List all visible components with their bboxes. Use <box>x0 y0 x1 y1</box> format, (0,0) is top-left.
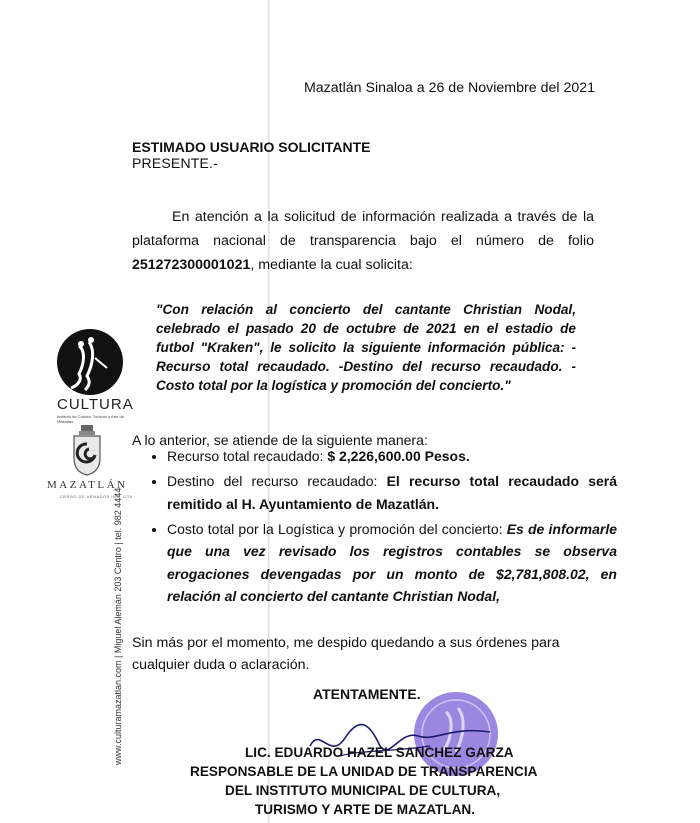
mazatlan-wordmark: MAZATLÁN <box>47 479 128 491</box>
presente-line: PRESENTE.- <box>132 155 219 171</box>
answer-list <box>147 445 617 610</box>
item-label: Recurso total recaudado: <box>167 448 328 464</box>
recipient-heading: ESTIMADO USUARIO SOLICITANTE <box>132 139 371 155</box>
cultura-wordmark: CULTURA <box>57 396 134 413</box>
signer-title-line-1: RESPONSABLE DE LA UNIDAD DE TRANSPARENCIA <box>190 764 538 779</box>
list-item <box>167 518 617 608</box>
mazatlan-shield-icon <box>70 424 104 476</box>
answer-intro: A lo anterior, se atiende de la siguiente manera: <box>132 432 428 448</box>
item-label: Destino del recurso recaudado: <box>167 473 387 489</box>
atentamente: ATENTAMENTE. <box>313 686 421 702</box>
request-quote: "Con relación al concierto del cantante Christian Nodal, celebrado el pasado 20 de octubre de 2021 en el estadio de futbol "Kraken", le solicito la siguiente información pública: -Recurso total recaudado. -Destino del recurso recaudado. -Costo total por la logística y promoción del concierto." <box>156 302 576 393</box>
list-item <box>167 445 617 468</box>
date-line: Mazatlán Sinaloa a 26 de Noviembre del 2021 <box>303 80 595 96</box>
list-item <box>167 470 617 515</box>
item-label: Costo total por la Logística y promoción del concierto: <box>167 520 507 537</box>
vertical-contact-text: www.culturamazatlan.com | Miguel Alemán 203 Centro | tel. 982 4444 <box>113 487 123 765</box>
signer-title-line-2: DEL INSTITUTO MUNICIPAL DE CULTURA, <box>225 783 501 798</box>
item-value: Es de informarle que una vez revisado los registros contables se observa erogaciones devengadas por un monto de $2,781,808.02, en relación al concierto del cantante Christian Nodal, <box>167 520 617 604</box>
closing-paragraph: Sin más por el momento, me despido quedando a sus órdenes para cualquier duda o aclaración. <box>132 635 560 673</box>
cultura-subtitle: Instituto de Cultura, Turismo y Arte de Mazatlán <box>57 414 124 424</box>
intro-paragraph <box>132 205 594 277</box>
intro-tail: , mediante la cual solicita: <box>250 257 413 273</box>
item-value: $ 2,226,600.00 Pesos. <box>327 448 470 464</box>
signer-title-line-3: TURISMO Y ARTE DE MAZATLAN. <box>255 802 476 817</box>
item-value: El recurso total recaudado será remitido al H. Ayuntamiento de Mazatlán. <box>167 473 617 512</box>
signer-name: LIC. EDUARDO HAZEL SANCHEZ GARZA <box>245 745 514 760</box>
intro-text: En atención a la solicitud de información realizada a través de la plataforma nacional de transparencia bajo el número de folio <box>132 209 594 249</box>
mazatlan-subtitle: CERRO DE VENADOS ING. GTA <box>60 494 133 499</box>
page-fold-line <box>268 0 270 823</box>
folio-number: 251272300001021 <box>132 257 251 273</box>
cultura-logo-icon <box>55 328 125 396</box>
